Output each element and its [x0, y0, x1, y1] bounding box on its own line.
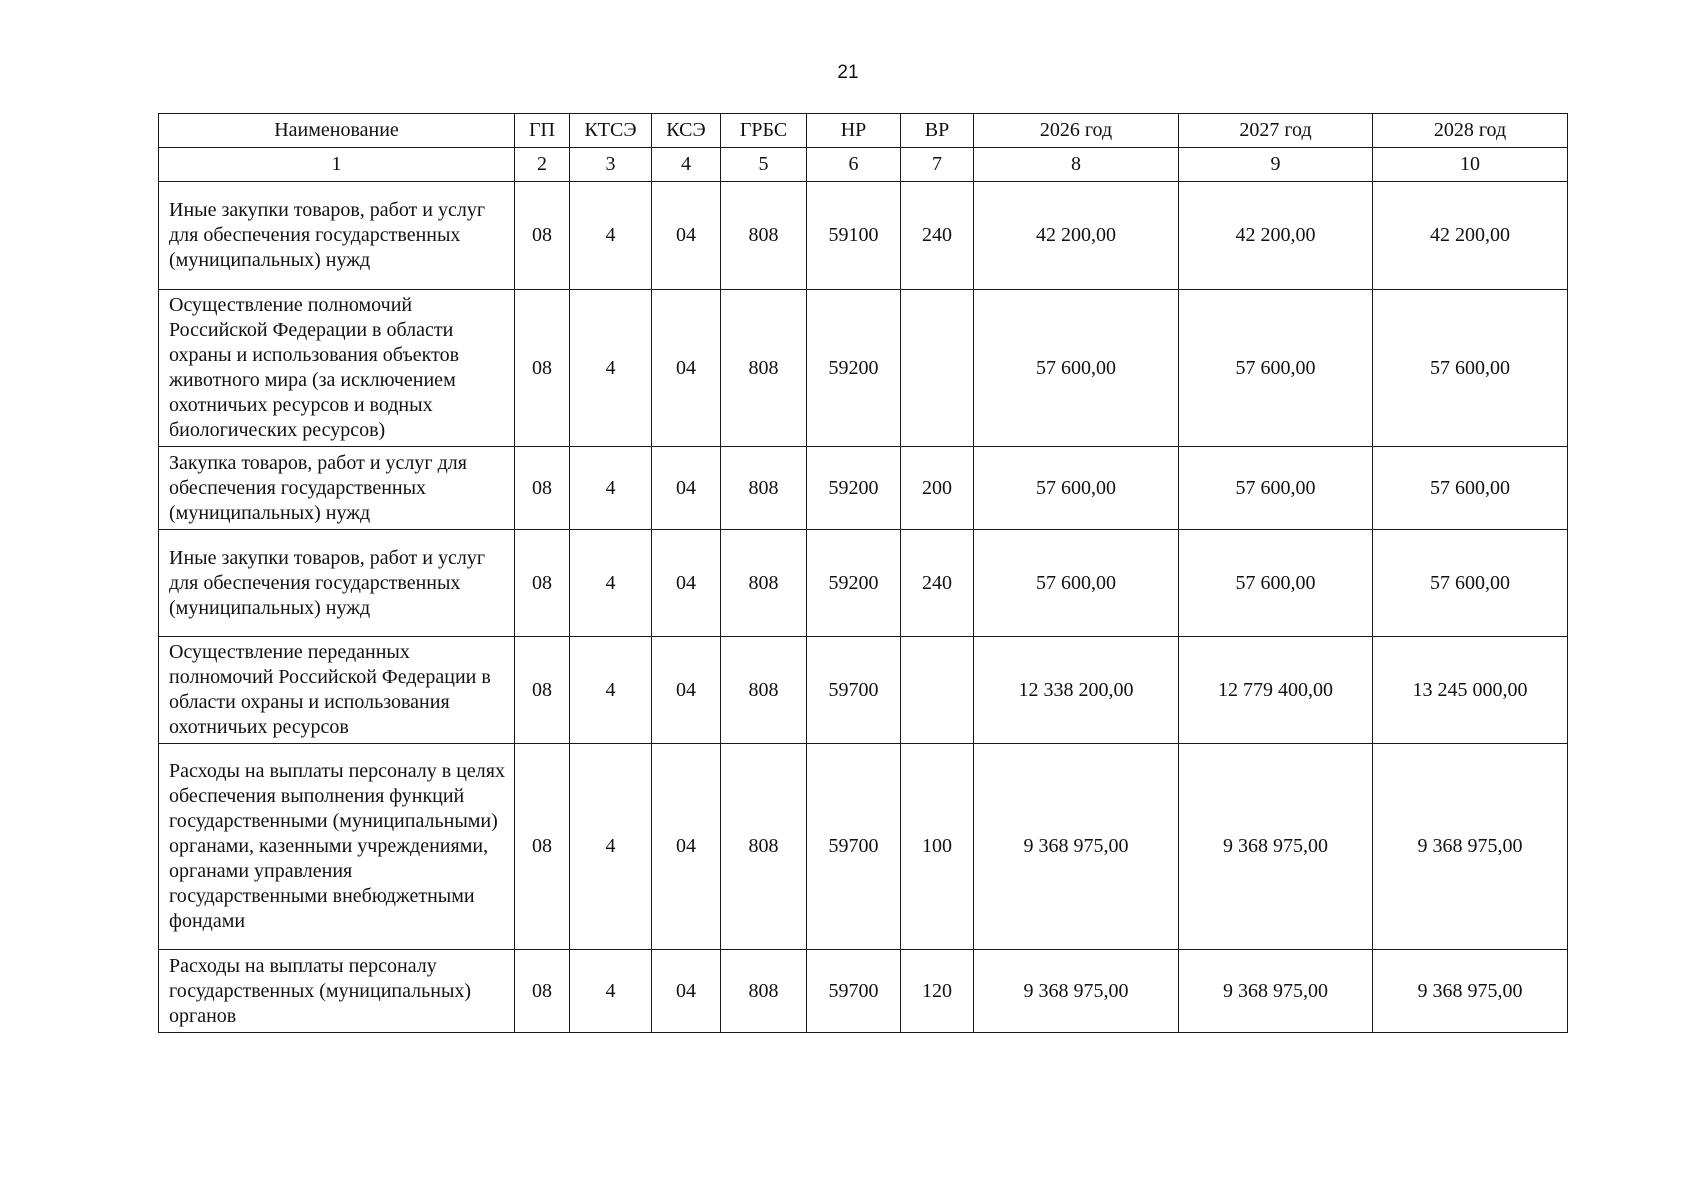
row-2028: 57 600,00 [1373, 530, 1568, 637]
column-number: 6 [807, 148, 901, 182]
row-name: Иные закупки товаров, работ и услуг для обеспечения государственных (муниципальных) нужд [159, 530, 515, 637]
row-vr: 200 [901, 447, 974, 530]
row-2027: 42 200,00 [1179, 182, 1373, 290]
table-row [159, 637, 1568, 744]
column-number: 4 [652, 148, 721, 182]
row-2026: 42 200,00 [974, 182, 1179, 290]
header-kse: КСЭ [652, 114, 721, 148]
table-row [159, 530, 1568, 637]
row-gp: 08 [515, 744, 570, 950]
table-row [159, 950, 1568, 1033]
row-kse: 04 [652, 950, 721, 1033]
header-ktse: КТСЭ [570, 114, 652, 148]
column-number-row [159, 148, 1568, 182]
row-ktse: 4 [570, 530, 652, 637]
row-kse: 04 [652, 182, 721, 290]
row-name: Расходы на выплаты персоналу государственных (муниципальных) органов [159, 950, 515, 1033]
row-2028: 9 368 975,00 [1373, 950, 1568, 1033]
table-row [159, 290, 1568, 447]
row-gp: 08 [515, 950, 570, 1033]
row-nr: 59700 [807, 637, 901, 744]
row-ktse: 4 [570, 744, 652, 950]
row-2028: 13 245 000,00 [1373, 637, 1568, 744]
row-gp: 08 [515, 447, 570, 530]
column-number: 10 [1373, 148, 1568, 182]
row-name: Расходы на выплаты персоналу в целях обеспечения выполнения функций государственными (муниципальными) органами, казенными учреждениями, органами управления государственными внебюджетными фондами [159, 744, 515, 950]
row-gp: 08 [515, 637, 570, 744]
row-vr: 120 [901, 950, 974, 1033]
column-number: 3 [570, 148, 652, 182]
header-row [159, 114, 1568, 148]
row-kse: 04 [652, 744, 721, 950]
row-nr: 59700 [807, 744, 901, 950]
row-ktse: 4 [570, 447, 652, 530]
budget-table [158, 113, 1568, 1033]
table-row [159, 744, 1568, 950]
row-grbs: 808 [721, 744, 807, 950]
column-number: 7 [901, 148, 974, 182]
table-row [159, 447, 1568, 530]
row-gp: 08 [515, 290, 570, 447]
row-name: Осуществление переданных полномочий Российской Федерации в области охраны и использования охотничьих ресурсов [159, 637, 515, 744]
row-vr: 100 [901, 744, 974, 950]
row-ktse: 4 [570, 290, 652, 447]
header-2026: 2026 год [974, 114, 1179, 148]
row-grbs: 808 [721, 290, 807, 447]
row-grbs: 808 [721, 637, 807, 744]
page-number: 21 [837, 62, 859, 83]
row-2028: 57 600,00 [1373, 447, 1568, 530]
row-2027: 9 368 975,00 [1179, 744, 1373, 950]
row-vr: 240 [901, 182, 974, 290]
row-kse: 04 [652, 290, 721, 447]
column-number: 1 [159, 148, 515, 182]
row-2028: 57 600,00 [1373, 290, 1568, 447]
row-nr: 59200 [807, 447, 901, 530]
header-2028: 2028 год [1373, 114, 1568, 148]
column-number: 2 [515, 148, 570, 182]
row-2026: 12 338 200,00 [974, 637, 1179, 744]
row-2026: 9 368 975,00 [974, 950, 1179, 1033]
row-vr [901, 637, 974, 744]
column-number: 9 [1179, 148, 1373, 182]
table-row [159, 182, 1568, 290]
row-nr: 59100 [807, 182, 901, 290]
row-ktse: 4 [570, 637, 652, 744]
row-2027: 57 600,00 [1179, 447, 1373, 530]
row-grbs: 808 [721, 182, 807, 290]
row-gp: 08 [515, 182, 570, 290]
row-vr [901, 290, 974, 447]
header-gp: ГП [515, 114, 570, 148]
row-grbs: 808 [721, 530, 807, 637]
column-number: 5 [721, 148, 807, 182]
row-grbs: 808 [721, 447, 807, 530]
row-nr: 59700 [807, 950, 901, 1033]
row-2028: 42 200,00 [1373, 182, 1568, 290]
row-2026: 57 600,00 [974, 447, 1179, 530]
row-2026: 57 600,00 [974, 290, 1179, 447]
header-2027: 2027 год [1179, 114, 1373, 148]
row-2028: 9 368 975,00 [1373, 744, 1568, 950]
header-vr: ВР [901, 114, 974, 148]
row-name: Осуществление полномочий Российской Федерации в области охраны и использования объектов животного мира (за исключением охотничьих ресурсов и водных биологических ресурсов) [159, 290, 515, 447]
row-2026: 57 600,00 [974, 530, 1179, 637]
row-ktse: 4 [570, 182, 652, 290]
row-2027: 57 600,00 [1179, 530, 1373, 637]
row-kse: 04 [652, 530, 721, 637]
column-number: 8 [974, 148, 1179, 182]
row-name: Закупка товаров, работ и услуг для обеспечения государственных (муниципальных) нужд [159, 447, 515, 530]
header-grbs: ГРБС [721, 114, 807, 148]
row-gp: 08 [515, 530, 570, 637]
row-kse: 04 [652, 447, 721, 530]
row-kse: 04 [652, 637, 721, 744]
row-nr: 59200 [807, 530, 901, 637]
row-grbs: 808 [721, 950, 807, 1033]
row-2026: 9 368 975,00 [974, 744, 1179, 950]
row-vr: 240 [901, 530, 974, 637]
header-name: Наименование [159, 114, 515, 148]
row-ktse: 4 [570, 950, 652, 1033]
header-nr: НР [807, 114, 901, 148]
row-2027: 57 600,00 [1179, 290, 1373, 447]
row-name: Иные закупки товаров, работ и услуг для обеспечения государственных (муниципальных) нужд [159, 182, 515, 290]
row-nr: 59200 [807, 290, 901, 447]
row-2027: 12 779 400,00 [1179, 637, 1373, 744]
row-2027: 9 368 975,00 [1179, 950, 1373, 1033]
